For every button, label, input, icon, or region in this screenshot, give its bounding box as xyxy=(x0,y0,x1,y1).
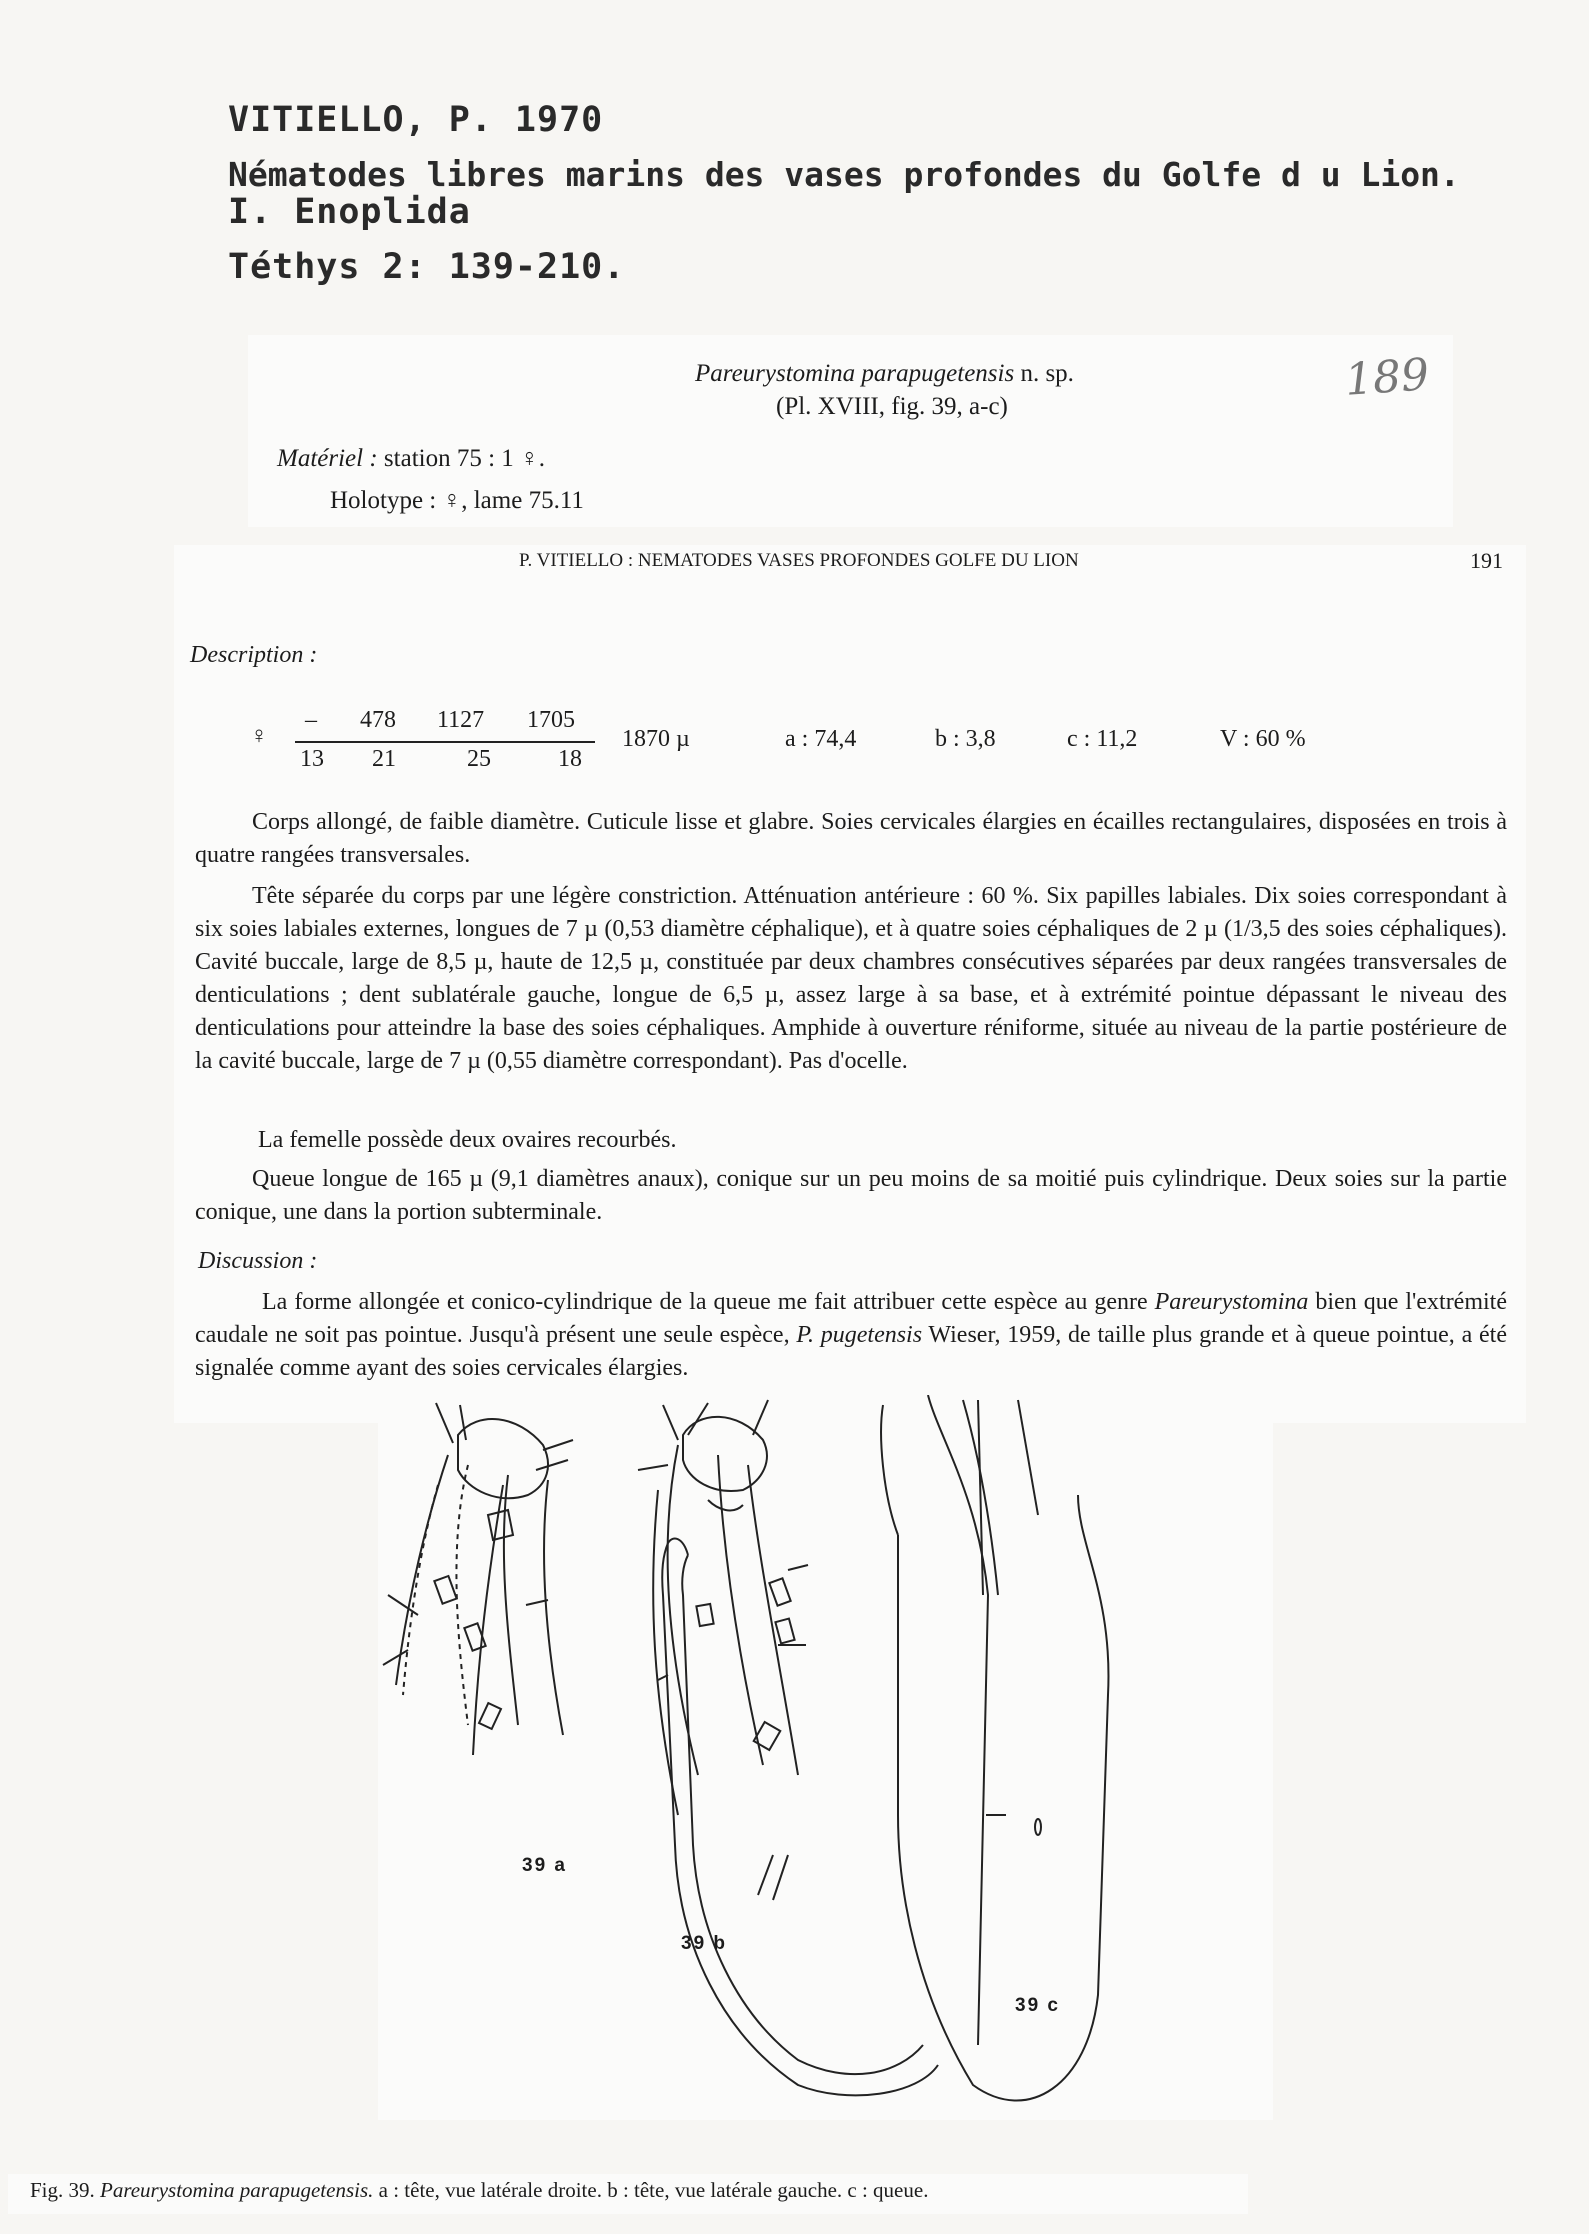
species-title xyxy=(695,360,1074,388)
reference-title: Nématodes libres marins des vases profondes du Golfe d u Lion. xyxy=(228,155,1460,194)
discussion-text-end: Wieser, 1959, de taille plus grande et à queue pointue, a été signalée comme ayant des soies cervicales élargies. xyxy=(195,1322,1508,1381)
description-paragraph-2: Tête séparée du corps par une légère constriction. Atténuation antérieure : 60 %. Six papilles labiales. Dix soies correspondant à six soies labiales externes, longues de 7 µ (0,53 diamètre céphalique), et à quatre soies céphaliques de 2 µ (1/3,5 des soies céphaliques). Cavité buccale, large de 8,5 µ, haute de 12,5 µ, constituée par deux chambres consécutives séparées par deux rangées transversales de denticulations ; dent sublatérale gauche, longue de 6,5 µ, assez large à sa base, et à extrémité pointue dépassant le niveau des denticulations pour atteindre la base des soies céphaliques. Amphide à ouverture réniforme, située au niveau de la partie postérieure de la cavité buccale, large de 7 µ (0,55 diamètre correspondant). Pas d'ocelle. xyxy=(195,883,1507,1074)
figure-39b-drawing xyxy=(638,1400,808,1900)
description-heading: Description : xyxy=(190,642,318,668)
formula-bottom-4: 18 xyxy=(558,746,582,772)
formula-sex: ♀ xyxy=(250,723,268,749)
species-suffix: n. sp. xyxy=(1020,360,1074,387)
figure-drawings xyxy=(378,1395,1273,2120)
figure-label-39b: 39 b xyxy=(681,1933,728,1954)
formula-b: b : 3,8 xyxy=(935,726,996,752)
formula-bottom-2: 21 xyxy=(372,746,396,772)
materiel-value: station 75 : 1 ♀. xyxy=(383,445,546,472)
formula-bottom-1: 13 xyxy=(300,746,324,772)
species-name: Pareurystomina parapugetensis xyxy=(695,360,1015,387)
formula-top-2: 478 xyxy=(360,707,396,733)
caption-label: Fig. 39. xyxy=(30,2178,95,2202)
description-paragraph-4: Queue longue de 165 µ (9,1 diamètres anaux), conique sur un peu moins de sa moitié puis cylindrique. Deux soies sur la partie conique, une dans la portion subterminale. xyxy=(195,1166,1507,1225)
description-paragraph-1: Corps allongé, de faible diamètre. Cuticule lisse et glabre. Soies cervicales élargies en écailles rectangulaires, disposées en trois à quatre rangées transversales. xyxy=(195,809,1507,868)
formula-fraction-bar xyxy=(295,741,595,743)
discussion-text-start: La forme allongée et conico-cylindrique de la queue me fait attribuer cette espèce au genre xyxy=(262,1289,1155,1315)
discussion-species: P. pugetensis xyxy=(796,1322,923,1348)
description-paragraph-3: La femelle possède deux ovaires recourbés. xyxy=(258,1127,677,1153)
figure-label-39a: 39 a xyxy=(522,1855,567,1876)
formula-top-4: 1705 xyxy=(527,707,575,733)
formula-bottom-3: 25 xyxy=(467,746,491,772)
formula-length: 1870 µ xyxy=(622,726,690,752)
discussion-genus: Pareurystomina xyxy=(1154,1289,1309,1315)
holotype-line: Holotype : ♀, lame 75.11 xyxy=(330,487,584,514)
figure-label-39c: 39 c xyxy=(1015,1995,1060,2016)
reference-journal: Téthys 2: 139-210. xyxy=(228,247,626,287)
plate-reference: (Pl. XVIII, fig. 39, a-c) xyxy=(776,393,1008,420)
caption-text: a : tête, vue latérale droite. b : tête, vue latérale gauche. c : queue. xyxy=(378,2178,929,2202)
formula-a: a : 74,4 xyxy=(785,726,857,752)
page-number: 191 xyxy=(1470,548,1503,573)
reference-author-year: VITIELLO, P. 1970 xyxy=(228,100,604,140)
running-title: P. VITIELLO : NEMATODES VASES PROFONDES GOLFE DU LION xyxy=(519,550,1079,571)
formula-v: V : 60 % xyxy=(1220,726,1306,752)
discussion-heading: Discussion : xyxy=(198,1248,318,1274)
formula-top-3: 1127 xyxy=(437,707,485,733)
formula-top-1: – xyxy=(305,707,317,733)
caption-species: Pareurystomina parapugetensis. xyxy=(100,2178,374,2202)
discussion-paragraph xyxy=(195,1286,1507,1385)
handwritten-number: 189 xyxy=(1343,349,1431,406)
materiel-line xyxy=(277,445,545,473)
figure-39a-drawing xyxy=(383,1403,573,1755)
formula-c: c : 11,2 xyxy=(1067,726,1138,752)
figure-caption xyxy=(30,2178,928,2203)
discussion-text-mid: bien que l'extrémité caudale ne soit pas pointue. Jusqu'à présent une seule espèce, xyxy=(195,1289,1507,1348)
reference-subtitle: I. Enoplida xyxy=(228,192,471,232)
materiel-label: Matériel : xyxy=(277,445,378,472)
